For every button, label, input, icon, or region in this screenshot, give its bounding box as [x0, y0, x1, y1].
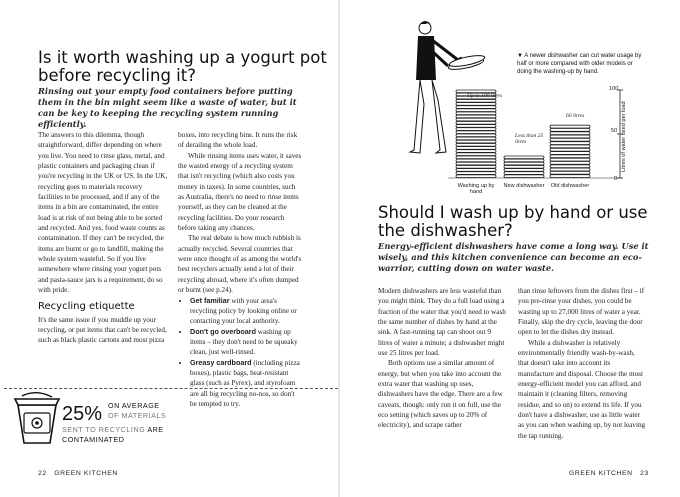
right-column-1 [378, 286, 506, 431]
running-head: GREEN KITCHEN [54, 470, 118, 477]
data-label-new: Less than 25 litres [515, 133, 544, 146]
y-tick-0: 0 [614, 176, 618, 182]
stat-text: CONTAMINATED [62, 435, 125, 444]
article-title: Is it worth washing up a yogurt pot before recycling it? [38, 48, 327, 85]
y-tick-50: 50 [611, 128, 618, 134]
bullet-bold: Get familiar [190, 295, 230, 305]
list-item [190, 296, 302, 327]
y-tick-100: 100 [609, 86, 619, 92]
paragraph: While rinsing items uses water, it saves the wasted energy of a recycling system that isn't recycling (which also costs you money in taxes). In some countries, such as Australia, there's no need to rinse items yourself, as they can be cleaned at the recycling facilities. Do your research before taking any chances. [178, 151, 302, 233]
footer-left [38, 470, 118, 477]
paragraph: Modern dishwashers are less wasteful than you might think. They do a full load using a fraction of the water that you'd need to wash the same number of dishes by hand at the sink. A fast-running tap can shoot out 9 litres of water a minute; a dishwasher might use 25 litres per load. [378, 287, 506, 358]
bar-plate-stack-2 [550, 125, 590, 177]
article-intro: Rinsing out your empty food containers before putting them in the bin might seem like a waste of water, but it can be key to keeping the recycling system running efficiently. [38, 86, 297, 129]
category-label-old: Old dishwasher [550, 183, 590, 189]
running-head: GREEN KITCHEN [569, 470, 633, 477]
bullet-bold: Don't go overboard [190, 326, 256, 336]
water-usage-chart [340, 0, 680, 200]
paragraph: Both options use a similar amount of energy, but when you take into account the extra water that washing up uses, dishwashers have the edge. There are a few caveats, though: only run it on full, use the eco setting (which saves up to 20% of electricity), and scrape rather [378, 359, 503, 430]
stat-text: ON AVERAGE [108, 401, 160, 410]
bar-plate-stack-1 [504, 156, 544, 178]
paragraph: The real debate is how much rubbish is actually recycled. Several countries that were once thought of as among the world's best recyclers actually send a lot of their recycling abroad, where it's often dumped or burnt (see p.24). [178, 234, 302, 295]
bullet-text: with your area's recycling policy by looking online or contacting your local authority. [190, 296, 297, 326]
page-number: 22 [38, 470, 47, 477]
data-label-old: 60 litres [566, 113, 585, 119]
stat-text: OF MATERIALS [108, 411, 167, 420]
article-intro: Energy-efficient dishwashers have come a long way. Use it wisely, and this kitchen convenience can become an eco-warrior, cutting down on water waste. [378, 241, 649, 273]
page-number: 23 [640, 470, 649, 477]
article-title: Should I wash up by hand or use the dishwasher? [378, 203, 648, 240]
paragraph: than rinse leftovers from the dishes first – if you pre-rinse your dishes, you could be wasting up to 27,000 litres of water a year. Finally, skip the dry cycle, leaving the door open to let the dishes dry instead. [518, 287, 645, 337]
category-label-new: New dishwasher [503, 183, 545, 189]
right-page [340, 0, 680, 497]
footer-right [569, 470, 649, 477]
bar-plate-stack-0 [456, 90, 496, 178]
stat-text: ARE [147, 425, 164, 434]
stat-line-4 [62, 435, 124, 444]
paragraph: The answers to this dilemma, though straightforward, differ depending on where you live. You need to rinse glass, metal, and plastic containers and packaging clean if you're recycling in the UK or US. In the UK, recycling goes to materials recovery facilities to be processed, and if any of the items in a bin are contaminated, the entire load is at risk of not being able to be sorted and recycled. And yes, food waste counts as contamination. If they can't be recycled, the items are burnt or go to landfill, making the whole system wasteful. So if you live somewhere where rinsing your yogurt pots and pasta-sauce jars is a requirement, do so with pride. [38, 131, 168, 295]
stat-percentage: 25% [62, 403, 103, 425]
stat-line-2 [108, 411, 166, 420]
paragraph: It's the same issue if you muddle up your recycling, or put items that can't be recycled, such as black plastic cartons and most pizza [38, 315, 167, 345]
paragraph: boxes, into recycling bins. It runs the risk of derailing the whole load. [178, 131, 298, 150]
bullet-text: (including pizza boxes), plastic bags, heat-resistant glass (such as Pyrex), and styrofoam are all big recycling no-nos, so don't be tempted to try. [190, 358, 300, 408]
data-label-hand: Up to 100 litres [467, 93, 503, 99]
stat-line-3 [62, 425, 164, 434]
stat-callout [4, 388, 338, 445]
left-column-1 [38, 130, 168, 346]
category-label-hand: Washing up by hand [457, 183, 495, 196]
paragraph: While a dishwasher is relatively environmentally friendly wash-by-wash, that doesn't take into account its manufacture and disposal. Choose the most energy-efficient model you can afford, and maintain it (cleaning filters, removing residue, and so on) to extend its life. If you don't have a dishwasher, use as little water as you can when washing up, by not leaving the tap running. [518, 338, 646, 440]
list-item [190, 327, 302, 358]
left-column-2 [178, 130, 302, 409]
right-column-2 [518, 286, 646, 441]
yogurt-pot-icon [12, 391, 62, 447]
stat-line-1 [108, 401, 160, 410]
bullet-bold: Greasy cardboard [190, 357, 252, 367]
bullet-text: washing up items – they don't need to be squeaky clean, just well-rinsed. [190, 327, 298, 357]
y-axis-label: Litres of water used per load [621, 101, 627, 172]
subheading: Recycling etiquette [38, 300, 135, 312]
chart-legend: ▼ A newer dishwasher can cut water usage by half or more compared with older models or doing the washing-up by hand. [517, 53, 642, 75]
stat-text: SENT TO RECYCLING [62, 425, 146, 434]
